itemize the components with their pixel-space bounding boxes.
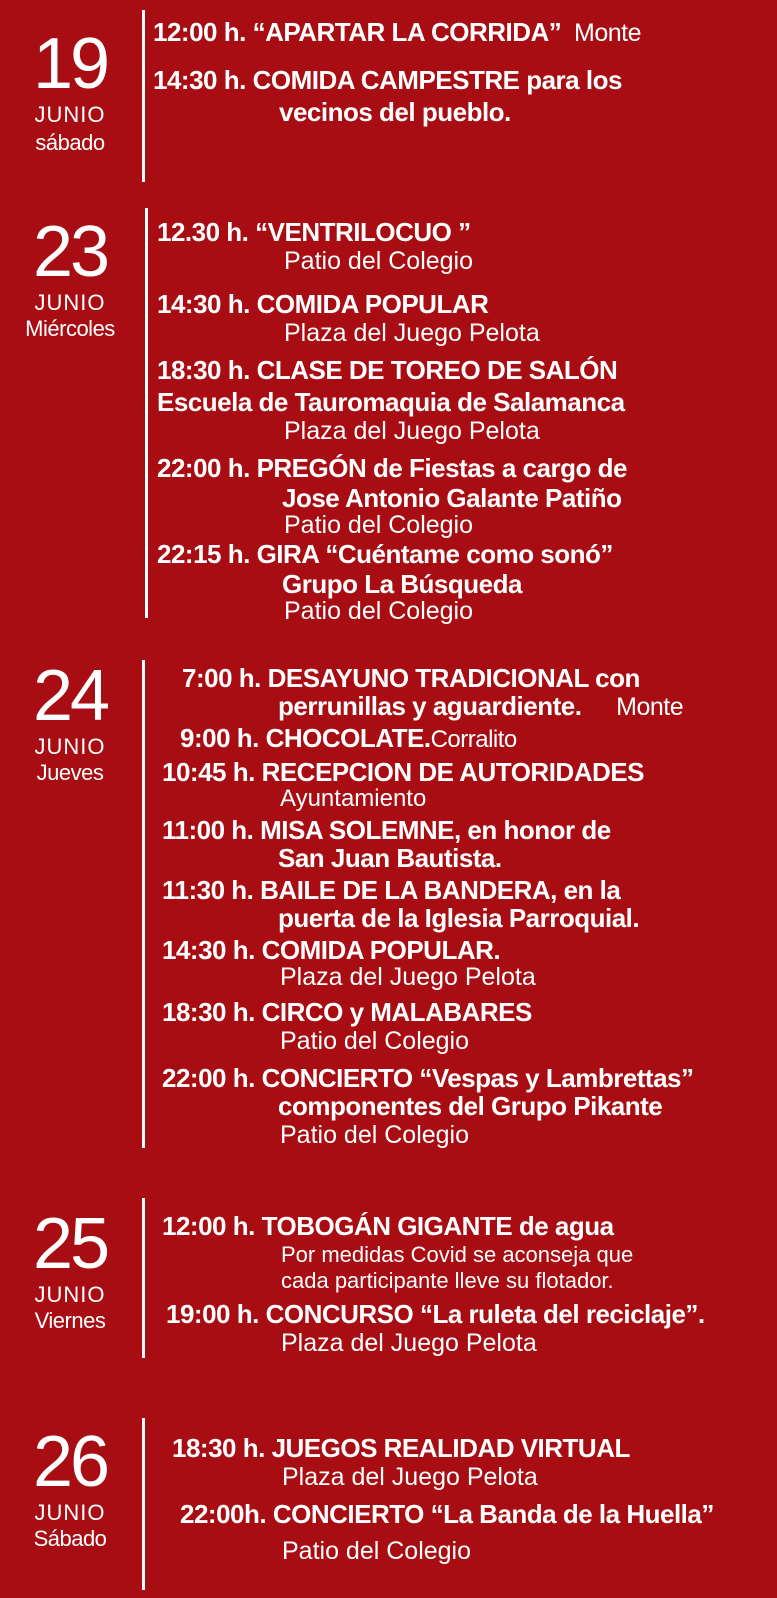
weekday-label: sábado: [35, 130, 105, 155]
event-time: 11:00 h.: [162, 815, 254, 845]
date-block: [0, 212, 140, 342]
event-item: [162, 996, 532, 1028]
event-item: [180, 1498, 714, 1530]
event-location: Patio del Colegio: [284, 597, 474, 625]
event-location: Patio del Colegio: [280, 1027, 470, 1055]
day-number: 25: [32, 1204, 108, 1284]
event-item: [180, 722, 517, 754]
event-title: JUEGOS REALIDAD VIRTUAL: [271, 1433, 630, 1463]
divider-line: [142, 10, 145, 182]
event-title: CONCURSO “La ruleta del reciclaje”.: [265, 1299, 705, 1329]
event-item: [157, 216, 471, 248]
event-title-line2: Jose Antonio Galante Patiño: [282, 483, 622, 513]
event-time: 19:00 h.: [166, 1299, 259, 1329]
event-title: CONCIERTO “Vespas y Lambrettas”: [261, 1063, 694, 1093]
date-block: [0, 24, 140, 156]
month-label: JUNIO: [34, 734, 106, 759]
event-title: COMIDA POPULAR.: [261, 935, 501, 965]
date-block: [0, 1422, 140, 1552]
event-time: 18:30 h.: [162, 997, 255, 1027]
event-title: GIRA “Cuéntame como sonó”: [256, 539, 613, 569]
event-title: CHOCOLATE.: [265, 723, 431, 753]
event-note: cada participante lleve su flotador.: [281, 1268, 614, 1293]
event-time: 22:00h.: [180, 1499, 267, 1529]
event-location: Plaza del Juego Pelota: [284, 319, 540, 347]
event-time: 12.30 h.: [157, 217, 249, 247]
event-time: 11:30 h.: [162, 875, 254, 905]
month-label: JUNIO: [34, 1500, 106, 1525]
event-item: [172, 1432, 630, 1464]
event-location: Patio del Colegio: [284, 247, 474, 275]
event-location: Patio del Colegio: [284, 511, 474, 539]
event-item: [157, 288, 488, 320]
event-title: TOBOGÁN GIGANTE de agua: [261, 1211, 614, 1241]
event-title: CIRCO y MALABARES: [261, 997, 532, 1027]
event-title-line2: [278, 690, 683, 722]
event-location: Plaza del Juego Pelota: [284, 417, 540, 445]
event-title: MISA SOLEMNE, en honor de: [260, 815, 611, 845]
event-title: CONCIERTO “La Banda de la Huella”: [272, 1499, 714, 1529]
event-location: Ayuntamiento: [280, 785, 427, 812]
event-title-line2: Grupo La Búsqueda: [282, 569, 522, 599]
event-location: Plaza del Juego Pelota: [281, 1329, 537, 1357]
event-time: 9:00 h.: [180, 723, 259, 753]
event-item: [166, 1298, 705, 1330]
event-title: PREGÓN de Fiestas a cargo de: [256, 453, 627, 483]
divider-line: [142, 660, 145, 1148]
event-item: [153, 16, 641, 48]
month-label: JUNIO: [34, 1282, 106, 1307]
weekday-label: Sábado: [33, 1526, 107, 1551]
event-time: 7:00 h.: [182, 663, 261, 693]
event-note: Por medidas Covid se aconseja que: [281, 1242, 634, 1267]
event-title-line2-text: perrunillas y aguardiente.: [278, 691, 582, 721]
event-time: 22:00 h.: [162, 1063, 255, 1093]
event-location: Corralito: [430, 726, 517, 753]
event-location: Patio del Colegio: [282, 1537, 472, 1565]
day-number: 19: [32, 24, 108, 104]
event-item: [153, 64, 622, 96]
event-location: Monte: [616, 693, 684, 721]
event-time: 18:30 h.: [157, 355, 250, 385]
event-title: COMIDA POPULAR: [256, 289, 489, 319]
event-time: 12:00 h.: [153, 17, 246, 47]
event-title: CLASE DE TOREO DE SALÓN: [256, 355, 618, 385]
event-title: RECEPCION DE AUTORIDADES: [261, 757, 644, 787]
event-title: “APARTAR LA CORRIDA”: [252, 17, 562, 47]
event-time: 14:30 h.: [162, 935, 255, 965]
divider-line: [142, 1198, 145, 1358]
event-item: [157, 354, 617, 386]
event-time: 14:30 h.: [153, 65, 246, 95]
weekday-label: Miércoles: [25, 316, 115, 341]
month-label: JUNIO: [34, 290, 106, 315]
event-title-line2: Escuela de Tauromaquia de Salamanca: [157, 387, 625, 417]
day-number: 26: [32, 1422, 108, 1502]
weekday-label: Viernes: [34, 1308, 106, 1333]
date-block: [0, 1204, 140, 1334]
event-location: Monte: [574, 19, 641, 47]
month-label: JUNIO: [34, 102, 106, 127]
event-title-line2: vecinos del pueblo.: [279, 97, 511, 127]
event-title: “VENTRILOCUO ”: [255, 217, 471, 247]
event-time: 18:30 h.: [172, 1433, 265, 1463]
event-location: Plaza del Juego Pelota: [282, 1463, 538, 1491]
event-time: 12:00 h.: [162, 1211, 255, 1241]
event-title: BAILE DE LA BANDERA, en la: [260, 875, 621, 905]
weekday-label: Jueves: [36, 760, 104, 785]
event-location: Plaza del Juego Pelota: [280, 963, 536, 991]
day-number: 23: [32, 212, 108, 292]
event-item: [162, 756, 644, 788]
date-block: [0, 656, 140, 786]
divider-line: [145, 208, 148, 618]
event-title: COMIDA CAMPESTRE para los: [252, 65, 622, 95]
event-title-line2: San Juan Bautista.: [278, 843, 502, 873]
event-time: 22:00 h.: [157, 453, 250, 483]
event-time: 22:15 h.: [157, 539, 250, 569]
event-item: [157, 452, 627, 484]
day-number: 24: [32, 656, 108, 736]
event-title-line2: puerta de la Iglesia Parroquial.: [278, 903, 640, 933]
event-item: [157, 538, 613, 570]
event-title: DESAYUNO TRADICIONAL con: [267, 663, 640, 693]
event-time: 14:30 h.: [157, 289, 250, 319]
event-title-line2: componentes del Grupo Pikante: [278, 1091, 663, 1121]
event-item: [162, 1210, 614, 1242]
divider-line: [142, 1418, 145, 1590]
event-time: 10:45 h.: [162, 757, 255, 787]
event-location: Patio del Colegio: [280, 1121, 470, 1149]
